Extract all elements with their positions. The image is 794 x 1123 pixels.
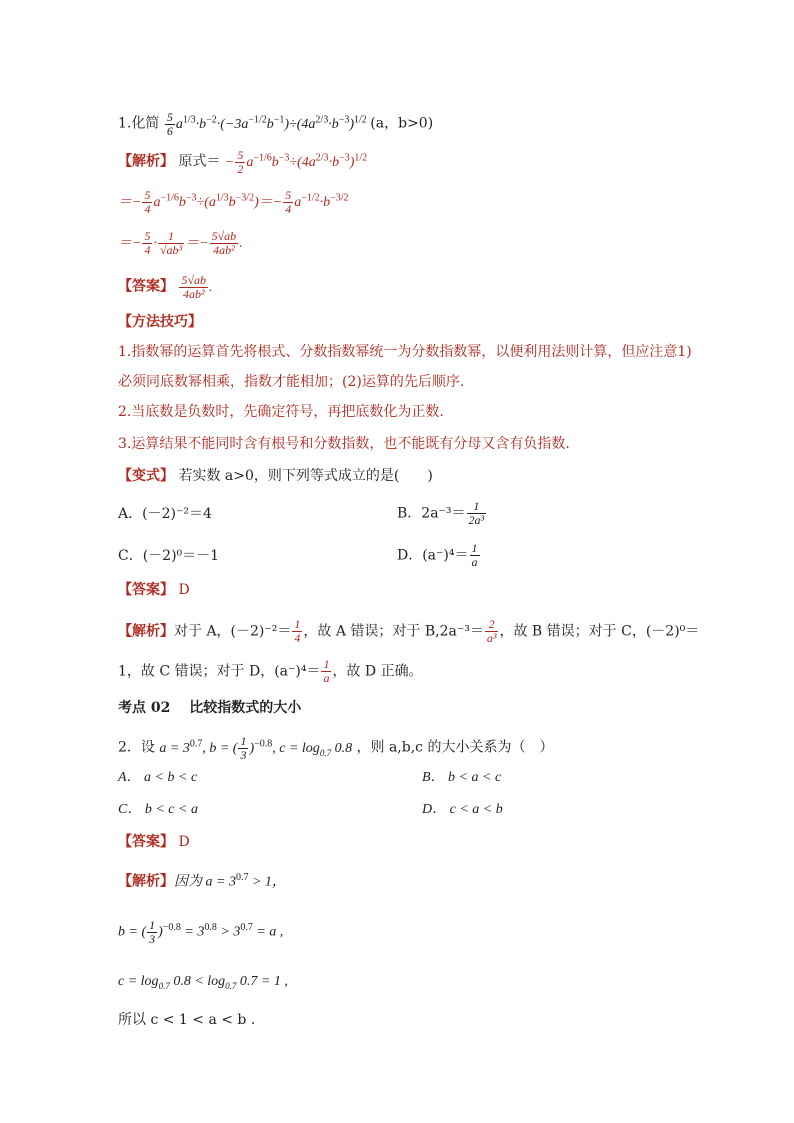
method-tip1-line1: 1.指数幂的运算首先将根式、分数指数幂统一为分数指数幂，以便利用法则计算，但应注意1) — [118, 344, 692, 360]
point2-question-prefix: 2．设 — [118, 739, 155, 756]
variant-option-a: A．(－2)⁻²＝4 — [118, 506, 212, 522]
q1-analysis-start: 原式＝ — [178, 153, 221, 170]
q1-answer-line — [118, 274, 213, 301]
point2-option-b: B． b < a < c — [422, 770, 502, 785]
q1-analysis-line3 — [118, 230, 243, 257]
variant-answer: D — [178, 582, 190, 598]
q1-line — [118, 110, 433, 138]
method-title: 【方法技巧】 — [118, 314, 202, 330]
variant-analysis-line1: 【解析】对于 A，(－2)⁻²＝ $\frac{1}{4}$ ，故 A 错误；对于 B,2a⁻³＝ $\frac{2}{\text{a³}}$ ，故 B 错误；对于 C，(－2)⁰＝ — [118, 617, 700, 645]
q1-expression: $\frac{5}{6}$ $a^{1/3}\cdot b^{-2}\cdot(-3a^{-1/2}b^{-1})\div(4a^{2/3}\cdot b^{-3})^{1/2}$ — [166, 109, 367, 138]
q1-analysis-expr3: ＝− $\frac{5}{4}$ · $\frac{1}{\text{√ab³}}$ ＝− $\frac{5√ab}{\text{4ab²}}$ . — [118, 229, 243, 257]
variant-analysis-1c: ，故 B 错误；对于 C，(－2)⁰＝ — [499, 623, 700, 640]
point2-analysis-line3: $c = \log_{0.7} 0.8 < \log_{0.7} 0.7 = 1$ , — [118, 974, 288, 991]
method-tip2: 2.当底数是负数时，先确定符号，再把底数化为正数. — [118, 404, 444, 420]
point2-option-a: A． a < b < c — [118, 770, 198, 785]
variant-question-line — [118, 466, 433, 486]
q1-condition: (a，b>0) — [370, 115, 434, 132]
point2-analysis-line1 — [118, 868, 286, 893]
variant-question: 若实数 a>0，则下列等式成立的是( ) — [178, 468, 433, 484]
variant-analysis-1b: ，故 A 错误；对于 B,2a⁻³＝ — [303, 623, 484, 640]
variant-answer-label: 【答案】 — [118, 582, 174, 598]
q1-analysis-expr1: − $\frac{5}{2}$ $a^{-1/6}b^{-3}\div(4a^{2/3}\cdot b^{-3})^{1/2}$ — [224, 147, 368, 176]
point2-question-expr: $a = 3^{0.7}$, b = ( $\frac{1}{3}$ )$^{-0.8}$, $c = \log_{0.7} 0.8$ — [159, 733, 353, 762]
point2-analysis-1: 因为 a = 3 — [174, 874, 236, 890]
variant-analysis-1a: 对于 A，(－2)⁻²＝ — [174, 623, 292, 640]
point2-answer-line — [118, 832, 190, 852]
point2-analysis-label: 【解析】 — [118, 873, 174, 890]
variant-option-c: C．(－2)⁰＝－1 — [118, 548, 220, 564]
variant-analysis-line2: 1，故 C 错误；对于 D，(a⁻)⁴＝ $\frac{1}{a}$ ，故 D 正确。 — [118, 657, 423, 685]
variant-option-d: D．(a⁻)⁴＝ $\frac{1}{a}$ — [397, 541, 478, 569]
variant-analysis-2a: 1，故 C 错误；对于 D，(a⁻)⁴＝ — [118, 663, 321, 680]
point2-answer: D — [178, 834, 190, 850]
point2-option-c: C． b < c < a — [118, 802, 198, 817]
point2-conclusion: 所以 c < 1 < a < b . — [118, 1012, 256, 1028]
point2-answer-label: 【答案】 — [118, 834, 174, 850]
variant-option-b: B．2a⁻³＝ $\frac{1}{\text{2a³}}$ — [397, 499, 485, 527]
q1-analysis-label: 【解析】 — [118, 153, 174, 170]
q1-answer-label: 【答案】 — [118, 278, 174, 295]
q1-analysis-expr2: ＝− $\frac{5}{4}$ $a^{-1/6}b^{-3}\div(a^{1/3}b^{-3/2})=-$ $\frac{5}{4}$ $a^{-1/2}\cdot b^{-3/2}$ — [118, 187, 349, 216]
q1-analysis-line2 — [118, 188, 349, 216]
q1-prefix: 1.化简 — [118, 115, 160, 132]
variant-option-d-prefix: D．(a⁻)⁴＝ — [397, 547, 469, 564]
method-tip3: 3.运算结果不能同时含有根号和分数指数，也不能既有分母又含有负指数. — [118, 436, 570, 452]
point2-option-d: D． c < a < b — [422, 802, 503, 817]
method-tip1-line2: 必须同底数幂相乘，指数才能相加；(2)运算的先后顺序. — [118, 374, 465, 390]
variant-analysis-label: 【解析】 — [118, 623, 174, 640]
point2-question-suffix: ，则 a,b,c 的大小关系为（ ） — [356, 739, 554, 756]
variant-label: 【变式】 — [118, 468, 174, 484]
variant-option-b-prefix: B．2a⁻³＝ — [397, 505, 466, 522]
q1-answer-expr: $\frac{5√ab}{\text{4ab²}}$ . — [181, 273, 213, 301]
variant-analysis-2b: ，故 D 正确。 — [332, 663, 423, 680]
point2-analysis-line2: b = ( $\frac{1}{3}$ )$^{-0.8} = 3^{0.8} > 3^{0.7} = a$ , — [118, 917, 284, 946]
point2-heading: 考点 02 比较指数式的大小 — [118, 700, 302, 716]
variant-answer-line — [118, 580, 190, 600]
point2-analysis-1-end: > 1， — [248, 874, 286, 890]
point2-analysis-1-exp: 0.7 — [235, 872, 249, 883]
point2-question-line — [118, 734, 553, 762]
q1-analysis-line1 — [118, 148, 367, 176]
